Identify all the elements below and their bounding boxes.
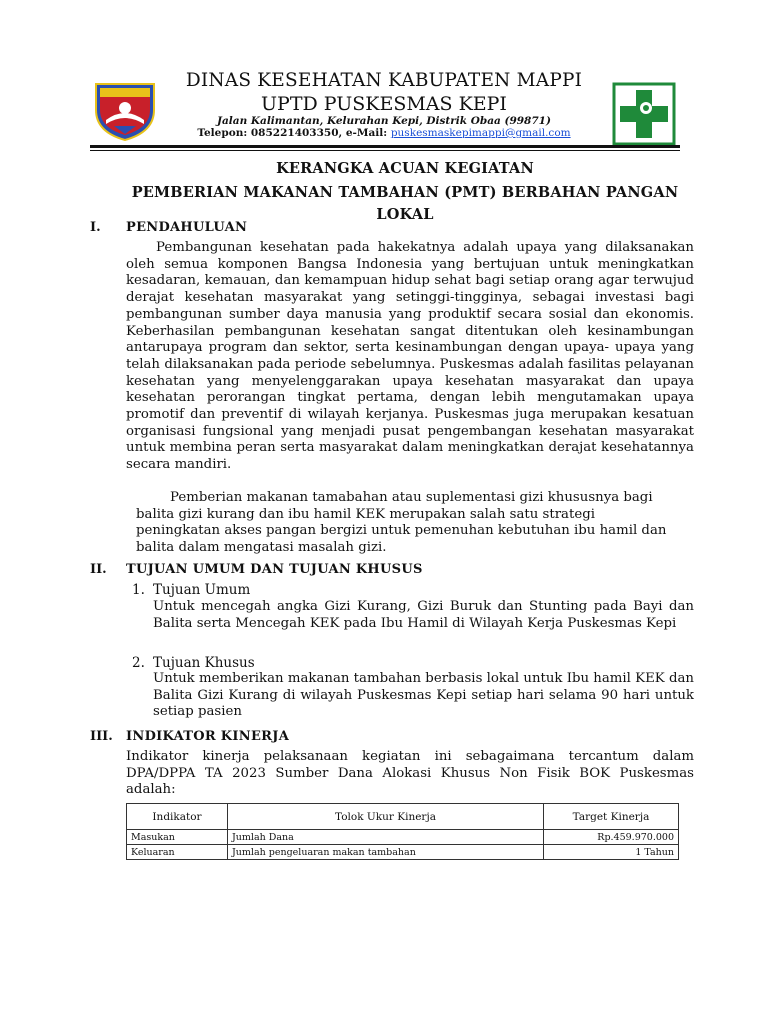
table-header-row [127, 804, 679, 830]
column-header-measure: Tolok Ukur Kinerja [228, 804, 544, 830]
column-header-target: Target Kinerja [544, 804, 679, 830]
header-rule-thin [90, 150, 680, 151]
contact-line [160, 127, 608, 139]
table-cell: Masukan [127, 830, 228, 845]
puskesmas-name: UPTD PUSKESMAS KEPI [261, 93, 507, 115]
section-1-number: I. [90, 220, 101, 235]
table-row [127, 845, 679, 860]
document-subtitle: PEMBERIAN MAKANAN TAMBAHAN (PMT) BERBAHAN PANGAN LOKAL [131, 184, 679, 223]
performance-indicator-table [126, 803, 679, 860]
header-rule-thick [90, 145, 680, 148]
address-line: Jalan Kalimantan, Kelurahan Kepi, Distrik Obaa (99871) [217, 115, 551, 127]
section-1-paragraph-2: Pemberian makanan tamabahan atau suplementasi gizi khususnya bagi balita gizi kurang dan ibu hamil KEK merupakan salah satu strategi peningkatan akses pangan bergizi untuk pemenuhan kebutuhan ibu hamil dan balita dalam mengatasi masalah gizi. [136, 490, 667, 556]
table-cell: Jumlah Dana [228, 830, 544, 845]
section-2-number: II. [90, 562, 107, 577]
objective-2-text: Untuk memberikan makanan tambahan berbasis lokal untuk Ibu hamil KEK dan Balita Gizi Kurang di wilayah Puskesmas Kepi setiap hari selama 90 hari untuk setiap pasien [153, 671, 694, 719]
objective-2-title: Tujuan Khusus [153, 655, 255, 671]
table-row [127, 830, 679, 845]
section-3-text: Indikator kinerja pelaksanaan kegiatan ini sebagaimana tercantum dalam DPA/DPPA TA 2023 Sumber Dana Alokasi Khusus Non Fisik BOK Puskesmas adalah: [126, 749, 694, 797]
agency-name: DINAS KESEHATAN KABUPATEN MAPPI [185, 70, 583, 91]
table-cell: Rp.459.970.000 [544, 830, 679, 845]
section-1-paragraph-1: Pembangunan kesehatan pada hakekatnya adalah upaya yang dilaksanakan oleh semua komponen Bangsa Indonesia yang bertujuan untuk meningkatkan kesadaran, kemauan, dan kemampuan hidup sehat bagi setiap orang agar terwujud derajat kesehatan masyarakat yang setinggi-tingginya, sebagai investasi bagi pembangunan sumber daya manusia yang produktif secara sosial dan ekonomis. Keberhasilan pembangunan kesehatan sangat ditentukan oleh kesinambungan antarupaya program dan sektor, serta kesinambungan dengan upaya- upaya yang telah dilaksanakan pada periode sebelumnya. Puskesmas adalah fasilitas pelayanan kesehatan yang menyelenggarakan upaya kesehatan masyarakat dan upaya kesehatan perorangan tingkat pertama, dengan lebih mengutamakan upaya promotif dan preventif di wilayah kerjanya. Puskesmas juga merupakan kesatuan organisasi fungsional yang menjadi pusat pengembangan kesehatan masyarakat untuk membina peran serta masyarakat dalam meningkatkan derajat kesehatannya secara mandiri. [126, 240, 694, 473]
contact-prefix: Telepon: 085221403350, e-Mail: [197, 127, 391, 139]
section-2-title: TUJUAN UMUM DAN TUJUAN KHUSUS [126, 562, 423, 577]
objective-1-text: Untuk mencegah angka Gizi Kurang, Gizi Buruk dan Stunting pada Bayi dan Balita serta Mencegah KEK pada Ibu Hamil di Wilayah Kerja Puskesmas Kepi [153, 599, 694, 631]
table-cell: 1 Tahun [544, 845, 679, 860]
email-link[interactable]: puskesmaskepimappi@gmail.com [390, 127, 571, 139]
objective-1-number: 1. [132, 582, 145, 598]
mappi-regency-emblem [92, 76, 158, 142]
document-title: KERANGKA ACUAN KEGIATAN [276, 160, 534, 177]
objective-1-title: Tujuan Umum [153, 582, 251, 598]
section-3-title: INDIKATOR KINERJA [126, 729, 290, 744]
section-3-number: III. [90, 729, 113, 744]
column-header-indicator: Indikator [127, 804, 228, 830]
section-1-title: PENDAHULUAN [126, 220, 248, 235]
objective-2-number: 2. [132, 655, 145, 671]
table-cell: Keluaran [127, 845, 228, 860]
puskesmas-cross-logo [612, 82, 676, 146]
table-cell: Jumlah pengeluaran makan tambahan [228, 845, 544, 860]
